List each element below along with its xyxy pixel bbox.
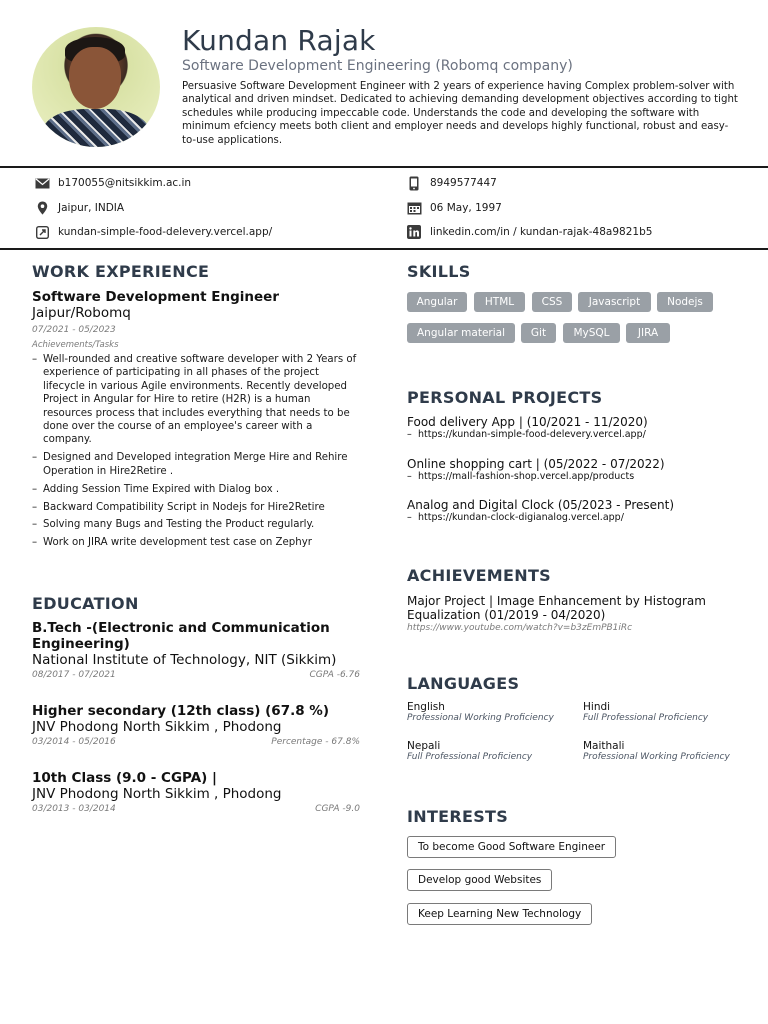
skill-tag: Git — [521, 323, 556, 343]
skill-tag: JIRA — [626, 323, 670, 343]
skill-tag: Javascript — [578, 292, 651, 312]
skill-tag: Nodejs — [657, 292, 713, 312]
list-item: – Backward Compatibility Script in Nodejs for Hire2Retire — [32, 501, 362, 514]
language-name: Hindi — [583, 701, 611, 713]
resume-header — [0, 0, 768, 166]
profile-photo — [32, 27, 160, 147]
contact-website[interactable]: kundan-simple-food-delevery.vercel.app/ — [34, 225, 272, 239]
skills-heading: SKILLS — [407, 262, 471, 281]
language-level: Full Professional Proficiency — [583, 713, 709, 723]
skill-tag: Angular — [407, 292, 467, 312]
list-item: – Work on JIRA write development test case on Zephyr — [32, 536, 362, 549]
map-pin-icon — [34, 201, 50, 215]
language-item — [407, 701, 554, 723]
languages-heading: LANGUAGES — [407, 674, 520, 693]
project-entry — [407, 457, 747, 482]
language-level: Professional Working Proficiency — [583, 752, 730, 762]
education-heading: EDUCATION — [32, 594, 139, 613]
interest-tag: To become Good Software Engineer — [407, 836, 616, 858]
linkedin-icon — [406, 225, 422, 239]
education-score: Percentage - 67.8% — [271, 737, 360, 747]
language-name: Maithali — [583, 740, 625, 752]
header-divider — [0, 166, 768, 168]
degree-title: Higher secondary (12th class) (67.8 %) — [32, 703, 329, 719]
achievement-title: Major Project | Image Enhancement by Histogram Equalization (01/2019 - 04/2020) — [407, 594, 706, 622]
education-dates: 03/2013 - 03/2014 — [32, 804, 116, 814]
project-entry — [407, 415, 747, 440]
contact-linkedin[interactable]: linkedin.com/in / kundan-rajak-48a9821b5 — [406, 225, 652, 239]
projects-heading: PERSONAL PROJECTS — [407, 388, 603, 407]
school-name: National Institute of Technology, NIT (Sikkim) — [32, 652, 337, 668]
job-subhead: Achievements/Tasks — [32, 340, 119, 350]
skill-tag: Angular material — [407, 323, 515, 343]
project-link[interactable]: – https://mall-fashion-shop.vercel.app/products — [407, 471, 747, 482]
candidate-title: Software Development Engineering (Robomq company) — [182, 58, 573, 74]
contact-phone[interactable]: 8949577447 — [406, 176, 497, 190]
project-link[interactable]: – https://kundan-simple-food-delevery.vercel.app/ — [407, 429, 747, 440]
contact-divider — [0, 248, 768, 250]
language-level: Professional Working Proficiency — [407, 713, 554, 723]
candidate-name: Kundan Rajak — [182, 24, 376, 57]
language-item — [583, 701, 708, 723]
list-item: – Adding Session Time Expired with Dialog box . — [32, 483, 362, 496]
envelope-icon — [34, 176, 50, 190]
phone-icon — [406, 176, 422, 190]
language-item — [407, 740, 532, 762]
project-entry — [407, 498, 747, 523]
achievement-link[interactable]: https://www.youtube.com/watch?v=b3zEmPB1iRc — [407, 623, 633, 633]
language-name: Nepali — [407, 740, 441, 752]
degree-title: B.Tech -(Electronic and Communication Engineering) — [32, 620, 330, 652]
contact-dob: 06 May, 1997 — [406, 201, 502, 215]
skill-tag: MySQL — [563, 323, 620, 343]
language-name: English — [407, 701, 445, 713]
degree-title: 10th Class (9.0 - CGPA) | — [32, 770, 217, 786]
work-heading: WORK EXPERIENCE — [32, 262, 210, 281]
education-entry — [32, 770, 360, 814]
interests-heading: INTERESTS — [407, 807, 509, 826]
achievements-heading: ACHIEVEMENTS — [407, 566, 551, 585]
education-entry — [32, 620, 360, 680]
list-item: – Designed and Developed integration Merge Hire and Rehire Operation in Hire2Retire . — [32, 451, 362, 478]
job-task-list — [32, 353, 362, 550]
project-link[interactable]: – https://kundan-clock-digianalog.vercel.app/ — [407, 512, 747, 523]
education-dates: 03/2014 - 05/2016 — [32, 737, 116, 747]
interest-tag: Keep Learning New Technology — [407, 903, 592, 925]
education-entry — [32, 703, 360, 747]
link-icon — [34, 225, 50, 239]
interest-tag: Develop good Websites — [407, 869, 552, 891]
job-title: Software Development Engineer — [32, 289, 279, 305]
project-title: Online shopping cart | (05/2022 - 07/2022) — [407, 457, 665, 471]
work-entry — [32, 289, 362, 554]
list-item: – Well-rounded and creative software developer with 2 Years of experience of participating in all phases of the project lifecycle in various Agile environments. Recently developed Project in Angular for Hire to retire (H2R) is a human resources process that includes everything that needs to be done over the course of an employee's career with a company. — [32, 353, 362, 447]
language-item — [583, 740, 730, 762]
education-score: CGPA -6.76 — [309, 670, 360, 680]
education-score: CGPA -9.0 — [315, 804, 360, 814]
summary-text: Persuasive Software Development Engineer with 2 years of experience having Complex problem-solver with analytical and driven mindset. Dedicated to achieving demanding development objectives according to tight schedules while producing impeccable code. Understands the code and developing the software with minimum efciency meets both client and employer needs and develops highly functional, robust and easy-to-use applications. — [182, 81, 738, 146]
contact-location: Jaipur, INDIA — [34, 201, 124, 215]
list-item: – Solving many Bugs and Testing the Product regularly. — [32, 518, 362, 531]
school-name: JNV Phodong North Sikkim , Phodong — [32, 719, 282, 735]
project-title: Analog and Digital Clock (05/2023 - Present) — [407, 498, 675, 512]
achievement-entry — [407, 594, 727, 633]
job-dates: 07/2021 - 05/2023 — [32, 325, 116, 335]
contact-email[interactable]: b170055@nitsikkim.ac.in — [34, 176, 191, 190]
education-dates: 08/2017 - 07/2021 — [32, 670, 116, 680]
skill-tag: HTML — [474, 292, 525, 312]
language-level: Full Professional Proficiency — [407, 752, 533, 762]
project-title: Food delivery App | (10/2021 - 11/2020) — [407, 415, 648, 429]
job-company: Jaipur/Robomq — [32, 305, 131, 321]
calendar-icon — [406, 201, 422, 215]
school-name: JNV Phodong North Sikkim , Phodong — [32, 786, 282, 802]
skill-tag: CSS — [532, 292, 572, 312]
